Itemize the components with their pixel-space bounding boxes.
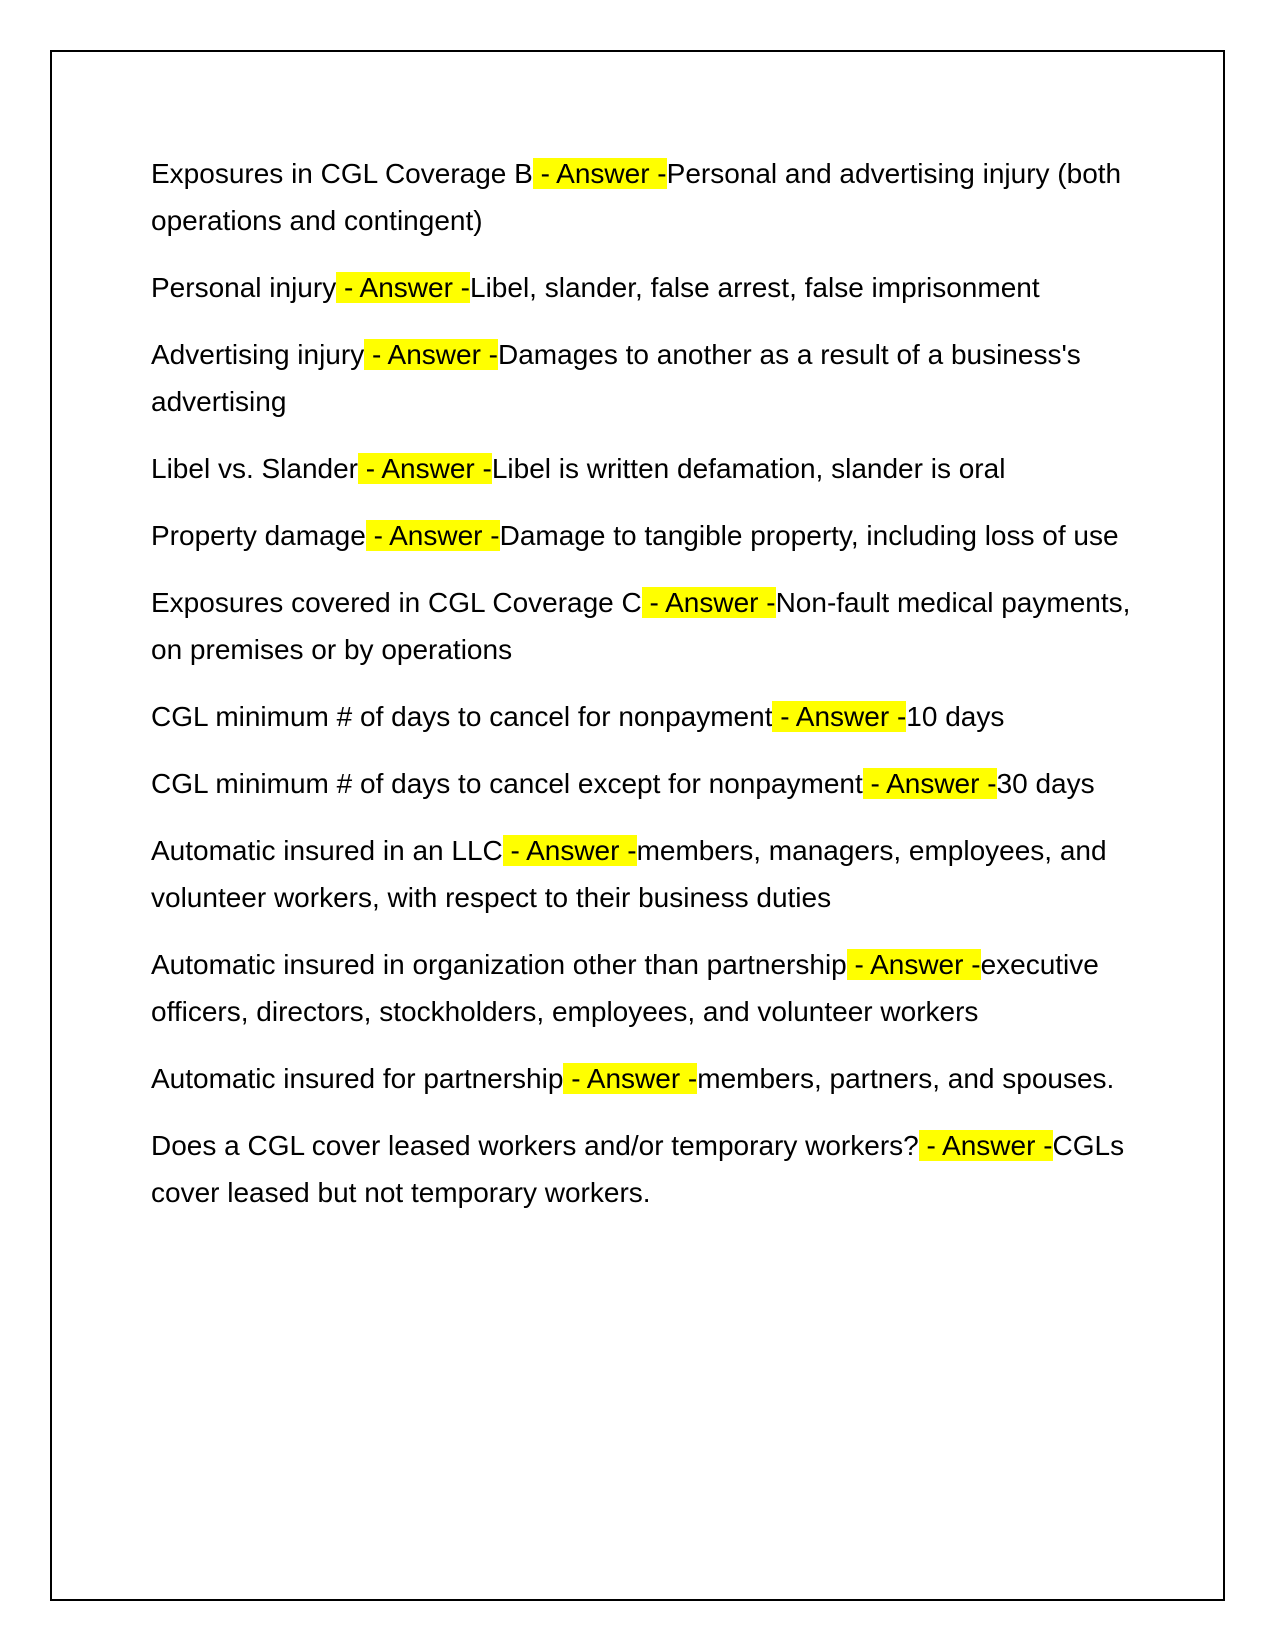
qa-item-leased-workers [151, 1122, 1131, 1216]
question-text: Does a CGL cover leased workers and/or temporary workers? [151, 1130, 919, 1161]
question-text: Advertising injury [151, 339, 365, 370]
answer-text: Damage to tangible property, including loss of use [499, 520, 1119, 551]
answer-marker: - Answer - [336, 272, 471, 303]
answer-text: 10 days [906, 701, 1005, 732]
qa-item-personal-injury [151, 264, 1131, 311]
qa-item-libel-vs-slander [151, 445, 1131, 492]
question-text: Automatic insured in an LLC [151, 835, 503, 866]
answer-text: members, partners, and spouses. [697, 1063, 1115, 1094]
answer-marker: - Answer - [365, 520, 500, 551]
question-text: Libel vs. Slander [151, 453, 359, 484]
qa-item-partnership-insured [151, 1055, 1131, 1102]
answer-marker: - Answer - [772, 701, 907, 732]
answer-marker: - Answer - [862, 768, 997, 799]
qa-item-llc-insured [151, 827, 1131, 921]
qa-item-cancel-other [151, 760, 1131, 807]
answer-text: Personal and advertising injury (both operations and contingent) [151, 158, 1122, 236]
answer-marker: - Answer - [358, 453, 492, 484]
answer-marker: - Answer - [641, 587, 776, 618]
qa-item-advertising-injury [151, 331, 1131, 425]
question-text: Property damage [151, 520, 366, 551]
answer-marker: - Answer - [502, 835, 637, 866]
answer-marker: - Answer - [918, 1130, 1053, 1161]
qa-item-cancel-nonpayment [151, 693, 1131, 740]
qa-item-coverage-b [151, 150, 1131, 244]
question-text: Automatic insured for partnership [151, 1063, 564, 1094]
answer-text: members, managers, employees, and volunteer workers, with respect to their business duties [151, 835, 1107, 913]
question-text: Personal injury [151, 272, 337, 303]
qa-list [151, 150, 1131, 1236]
question-text: Exposures covered in CGL Coverage C [151, 587, 642, 618]
question-text: CGL minimum # of days to cancel for nonpayment [151, 701, 773, 732]
question-text: CGL minimum # of days to cancel except for nonpayment [151, 768, 863, 799]
qa-item-property-damage [151, 512, 1131, 559]
question-text: Exposures in CGL Coverage B [151, 158, 533, 189]
answer-text: Libel, slander, false arrest, false imprisonment [470, 272, 1040, 303]
question-text: Automatic insured in organization other than partnership [151, 949, 847, 980]
answer-text: Damages to another as a result of a business's advertising [151, 339, 1081, 417]
answer-marker: - Answer - [532, 158, 667, 189]
qa-item-organization-insured [151, 941, 1131, 1035]
answer-text: CGLs cover leased but not temporary workers. [151, 1130, 1125, 1208]
answer-text: Libel is written defamation, slander is oral [491, 453, 1006, 484]
qa-item-coverage-c [151, 579, 1131, 673]
answer-marker: - Answer - [846, 949, 981, 980]
answer-text: 30 days [996, 768, 1095, 799]
answer-marker: - Answer - [563, 1063, 698, 1094]
answer-text: Non-fault medical payments, on premises or by operations [151, 587, 1131, 665]
answer-marker: - Answer - [364, 339, 499, 370]
answer-text: executive officers, directors, stockholders, employees, and volunteer workers [151, 949, 1099, 1027]
